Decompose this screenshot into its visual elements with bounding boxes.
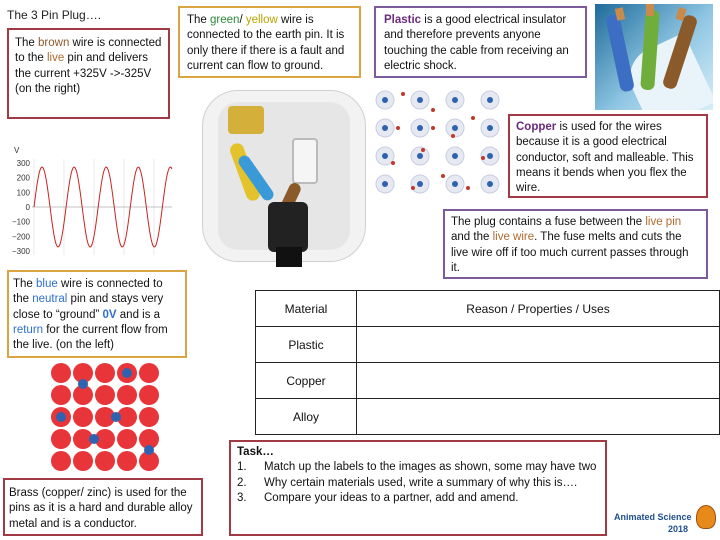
brown-pre: The [15, 37, 39, 49]
alloy-atom [95, 363, 115, 383]
graph-v-label: V [14, 146, 20, 155]
brown-word: brown [38, 37, 70, 49]
copper-box [508, 114, 708, 198]
plastic-post: is a good electrical insulator and therefore prevents anyone touching the cable from receiving an electric shock. [384, 14, 569, 72]
cable-photo [595, 4, 713, 110]
alloy-impurity-atom [111, 412, 121, 422]
row-reason-cell[interactable] [357, 363, 720, 399]
ion-core [417, 181, 423, 187]
ion-core [417, 97, 423, 103]
alloy-atom [139, 407, 159, 427]
alloy-impurity-atom [89, 434, 99, 444]
task-box [229, 440, 607, 536]
alloy-atom [51, 429, 71, 449]
free-electron [471, 116, 475, 120]
free-electron [431, 108, 435, 112]
ion-core [452, 97, 458, 103]
task-title: Task… [237, 446, 274, 458]
fuse-box [443, 209, 708, 279]
blue-post: for the current flow from the live. (on the left) [13, 323, 168, 352]
green-word: green [210, 14, 240, 26]
free-electron [391, 161, 395, 165]
header-reason: Reason / Properties / Uses [357, 291, 720, 327]
fuse-post: . The fuse melts and cuts the live wire off if too much current passes through it. [451, 231, 689, 274]
free-electron [481, 156, 485, 160]
ion-core [452, 153, 458, 159]
alloy-impurity-atom [122, 368, 132, 378]
task-item [237, 476, 599, 491]
alloy-atom [139, 385, 159, 405]
alloy-impurity-atom [56, 412, 66, 422]
ion-core [487, 125, 493, 131]
materials-table [255, 290, 720, 435]
page-title: The 3 Pin Plug…. [7, 8, 102, 22]
task-num: 3. [237, 491, 247, 504]
logo-flask-icon [696, 505, 716, 529]
row-material: Copper [256, 363, 357, 399]
green-slash: / [239, 14, 246, 26]
table-row [256, 399, 720, 435]
yellow-word: yellow [245, 14, 278, 26]
blue-pre: The [13, 278, 37, 290]
task-num: 1. [237, 461, 247, 474]
ion-core [382, 153, 388, 159]
neutral-word: neutral [32, 293, 68, 306]
brown-mid: wire is connected to the [15, 37, 162, 65]
free-electron [431, 126, 435, 130]
plastic-word: Plastic [384, 14, 422, 26]
task-item [237, 460, 599, 475]
task-item [237, 491, 599, 506]
free-electron [401, 92, 405, 96]
live-word: live [46, 52, 65, 65]
row-material: Alloy [256, 399, 357, 435]
free-electron [466, 186, 470, 190]
ion-core [382, 97, 388, 103]
graph-tick-label: −300 [11, 247, 30, 256]
blue-mid1: wire is connected to the [13, 278, 163, 306]
graph-tick-label: −200 [11, 232, 30, 242]
graph-tick-label: 300 [16, 159, 30, 168]
task-text: Why certain materials used, write a summary of why this is…. [264, 476, 578, 489]
alloy-atom [139, 363, 159, 383]
alloy-atom [73, 451, 93, 471]
free-electron [441, 174, 445, 178]
table-row [256, 363, 720, 399]
voltage-graph [4, 145, 174, 265]
header-material: Material [256, 291, 357, 327]
graph-tick-label: 100 [16, 188, 30, 198]
brown-post: pin and delivers the current +325V ->-325V (on the right) [15, 52, 152, 95]
alloy-atom [117, 429, 137, 449]
alloy-atom [117, 385, 137, 405]
ion-core [487, 97, 493, 103]
ion-core [417, 125, 423, 131]
ion-core [452, 125, 458, 131]
alloy-impurity-atom [144, 445, 154, 455]
alloy-lattice-diagram [50, 362, 160, 472]
task-text: Compare your ideas to a partner, add and amend. [264, 491, 519, 504]
free-electron [421, 148, 425, 152]
zero-volts: 0V [102, 308, 117, 321]
ion-core [487, 153, 493, 159]
blue-wire-box [7, 270, 187, 358]
fuse-live-wire: live wire [492, 231, 535, 244]
copper-lattice-diagram [373, 88, 508, 198]
plug-photo [198, 82, 370, 268]
ion-core [487, 181, 493, 187]
brown-wire-box [7, 28, 170, 119]
row-reason-cell[interactable] [357, 399, 720, 435]
blue-mid2: pin and stays very close to “ground” [13, 293, 164, 321]
free-electron [451, 134, 455, 138]
ion-core [382, 125, 388, 131]
logo-line2: 2018 [668, 524, 689, 534]
return-word: return [13, 323, 44, 336]
fuse-pre: The plug contains a fuse between the [451, 216, 646, 228]
green-post: wire is connected to the earth pin. It is only there if there is a fault and current can flow to ground. [187, 14, 345, 72]
copper-post: is used for the wires because it is a good electrical conductor, soft and malleable. This means it bends when you flex the wire. [516, 121, 694, 195]
green-yellow-wire-box [178, 6, 361, 78]
alloy-atom [51, 451, 71, 471]
alloy-atom [117, 451, 137, 471]
free-electron [396, 126, 400, 130]
copper-word: Copper [516, 121, 557, 133]
alloy-atom [51, 385, 71, 405]
plastic-box [374, 6, 587, 78]
fuse-mid: and the [451, 231, 493, 244]
ion-core [452, 181, 458, 187]
alloy-atom [95, 451, 115, 471]
row-material: Plastic [256, 327, 357, 363]
logo-line1: Animated Science [614, 512, 692, 522]
alloy-impurity-atom [78, 379, 88, 389]
animated-science-logo [614, 505, 718, 537]
brass-box [3, 478, 203, 536]
graph-tick-label: 200 [16, 173, 30, 183]
ion-core [417, 153, 423, 159]
ion-core [382, 181, 388, 187]
table-header-row [256, 291, 720, 327]
blue-mid3: and is a [116, 308, 161, 321]
task-num: 2. [237, 476, 247, 489]
free-electron [411, 186, 415, 190]
fuse-live-pin: live pin [645, 216, 682, 228]
alloy-atom [73, 407, 93, 427]
brass-text: Brass (copper/ zinc) is used for the pins as it is a hard and durable alloy metal and is a conductor. [9, 487, 193, 530]
row-reason-cell[interactable] [357, 327, 720, 363]
task-text: Match up the labels to the images as shown, some may have two [264, 461, 597, 474]
blue-word: blue [36, 278, 58, 290]
graph-tick-label: 0 [25, 203, 30, 212]
table-row [256, 327, 720, 363]
alloy-atom [95, 385, 115, 405]
green-pre: The [187, 14, 211, 26]
alloy-atom [51, 363, 71, 383]
graph-tick-label: −100 [11, 217, 30, 227]
